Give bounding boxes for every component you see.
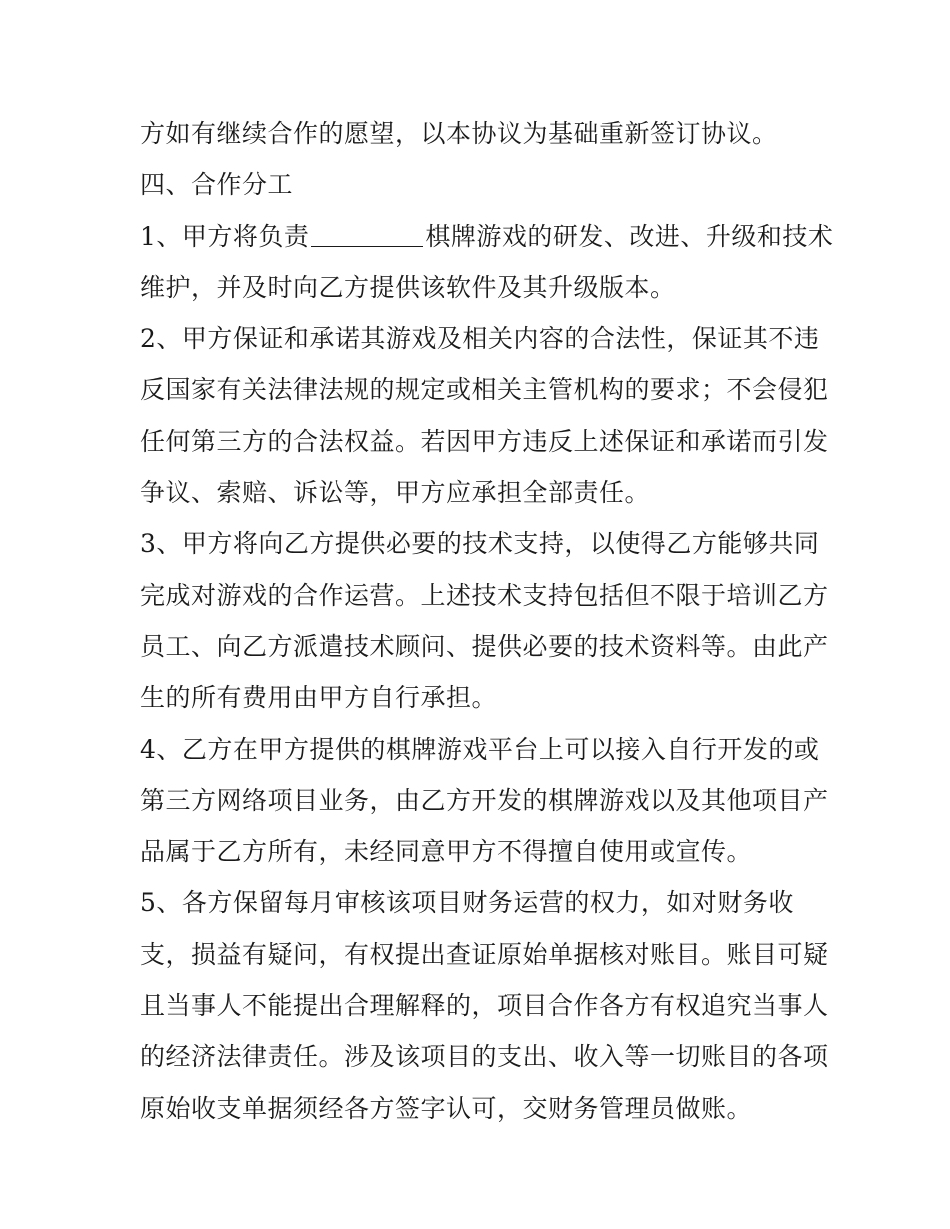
text-line: 的经济法律责任。涉及该项目的支出、收入等一切账目的各项 <box>140 1042 829 1072</box>
text-line: 且当事人不能提出合理解释的，项目合作各方有权追究当事人 <box>140 991 829 1021</box>
text-line: 任何第三方的合法权益。若因甲方违反上述保证和承诺而引发 <box>140 426 829 456</box>
clause-1-start: 1、甲方将负责 <box>140 221 310 251</box>
text-line: 4、乙方在甲方提供的棋牌游戏平台上可以接入自行开发的或 <box>140 734 820 764</box>
text-line: 方如有继续合作的愿望，以本协议为基础重新签订协议。 <box>140 119 778 148</box>
text-line: 反国家有关法律法规的规定或相关主管机构的要求；不会侵犯 <box>140 375 829 405</box>
document-body <box>140 108 834 1134</box>
text-line: 生的所有费用由甲方自行承担。 <box>140 683 498 713</box>
section-heading: 四、合作分工 <box>140 170 294 200</box>
text-line: 争议、索赔、诉讼等，甲方应承担全部责任。 <box>140 478 651 508</box>
fill-in-blank <box>311 220 423 247</box>
text-line <box>140 211 834 262</box>
text-line: 3、甲方将向乙方提供必要的技术支持，以使得乙方能够共同 <box>140 529 820 559</box>
text-line: 品属于乙方所有，未经同意甲方不得擅自使用或宣传。 <box>140 837 753 867</box>
text-line: 2、甲方保证和承诺其游戏及相关内容的合法性，保证其不违 <box>140 324 820 354</box>
text-line: 第三方网络项目业务，由乙方开发的棋牌游戏以及其他项目产 <box>140 785 829 815</box>
text-line: 维护，并及时向乙方提供该软件及其升级版本。 <box>140 272 676 302</box>
text-line: 支，损益有疑问，有权提出查证原始单据核对账目。账目可疑 <box>140 939 829 969</box>
clause-1-end: 棋牌游戏的研发、改进、升级和技术 <box>425 221 834 251</box>
text-line: 5、各方保留每月审核该项目财务运营的权力，如对财务收 <box>140 888 794 918</box>
text-line: 完成对游戏的合作运营。上述技术支持包括但不限于培训乙方 <box>140 580 829 610</box>
text-line: 员工、向乙方派遣技术顾问、提供必要的技术资料等。由此产 <box>140 631 829 661</box>
text-line: 原始收支单据须经各方签字认可，交财务管理员做账。 <box>140 1093 753 1123</box>
